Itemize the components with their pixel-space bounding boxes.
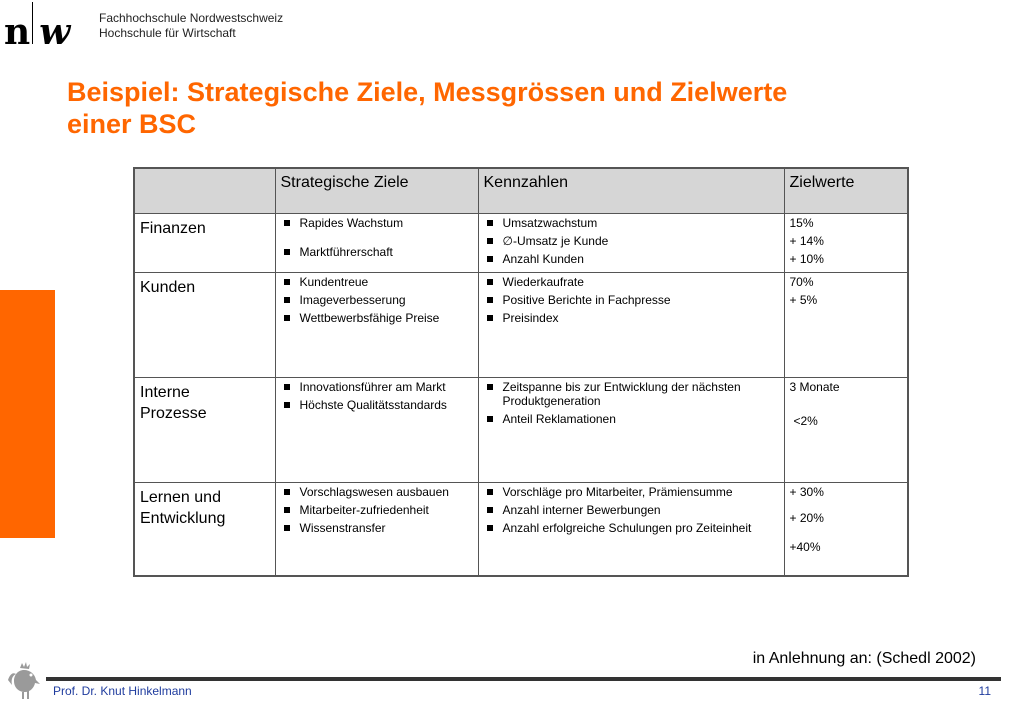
kpis-cell [478,378,784,483]
list-item: Höchste Qualitätsstandards [281,398,473,412]
list-item: Zeitspanne bis zur Entwicklung der nächsten Produktgeneration [484,380,779,408]
perspective-cell: Kunden [134,273,275,378]
table-header-targets: Zielwerte [784,168,908,214]
list-item: Vorschläge pro Mitarbeiter, Prämiensumme [484,485,779,499]
list-item: Wissenstransfer [281,521,473,535]
rooster-icon [2,658,46,702]
slide-title [67,76,967,140]
list-item: Vorschlagswesen ausbauen [281,485,473,499]
list-item: Anzahl Kunden [484,252,779,266]
target-value: 3 Monate [789,380,840,394]
table-row [134,378,908,483]
perspective-cell: Lernen und Entwicklung [134,483,275,576]
goals-cell [275,273,478,378]
table-row [134,483,908,576]
target-value: + 5% [789,293,818,307]
slide-title-line-2: einer BSC [67,109,197,139]
targets-cell [784,273,908,378]
table-header-kpis: Kennzahlen [478,168,784,214]
list-item: Positive Berichte in Fachpresse [484,293,779,307]
footer-divider [46,677,1001,681]
list-item: Preisindex [484,311,779,325]
table-row [134,214,908,273]
list-item: Anzahl erfolgreiche Schulungen pro Zeiteinheit [484,521,779,535]
page-number: 11 [978,684,991,698]
list-item: Kundentreue [281,275,473,289]
slide-title-line-1: Beispiel: Strategische Ziele, Messgrössen und Zielwerte [67,77,788,107]
table-row [134,273,908,378]
list-item: Umsatzwachstum [484,216,779,230]
list-item: Rapides Wachstum [281,216,473,230]
org-line-2: Hochschule für Wirtschaft [99,26,236,40]
source-citation: in Anlehnung an: (Schedl 2002) [752,650,976,667]
target-value: 70% [789,275,814,289]
kpis-cell [478,273,784,378]
orange-side-bar [0,290,55,538]
list-item: ∅-Umsatz je Kunde [484,234,779,248]
kpis-cell [478,483,784,576]
organization-name [99,11,283,41]
list-item: Anzahl interner Bewerbungen [484,503,779,517]
target-value: + 14% [789,234,824,248]
kpis-cell [478,214,784,273]
target-value: + 20% [789,511,824,525]
list-item: Mitarbeiter-zufriedenheit [281,503,473,517]
org-line-1: Fachhochschule Nordwestschweiz [99,11,284,25]
list-item: Wettbewerbsfähige Preise [281,311,473,325]
targets-cell [784,483,908,576]
target-value: 15% [789,216,814,230]
target-value: <2% [793,414,818,428]
goals-cell [275,483,478,576]
list-item: Wiederkaufrate [484,275,779,289]
target-value: + 30% [789,485,824,499]
logo-mark: n w [4,2,69,50]
goals-cell [275,378,478,483]
goals-cell [275,214,478,273]
target-value: +40% [789,540,821,554]
list-item: Marktführerschaft [281,245,473,259]
target-value: + 10% [789,252,824,266]
table-header-row [134,168,908,214]
perspective-cell: Interne Prozesse [134,378,275,483]
targets-cell [784,378,908,483]
fhnw-logo [4,4,70,53]
footer-author: Prof. Dr. Knut Hinkelmann [53,684,192,698]
targets-cell [784,214,908,273]
perspective-cell: Finanzen [134,214,275,273]
bsc-table [133,167,909,577]
table-header-corner [134,168,275,214]
list-item: Anteil Reklamationen [484,412,779,426]
list-item: Imageverbesserung [281,293,473,307]
table-header-goals: Strategische Ziele [275,168,478,214]
list-item: Innovationsführer am Markt [281,380,473,394]
